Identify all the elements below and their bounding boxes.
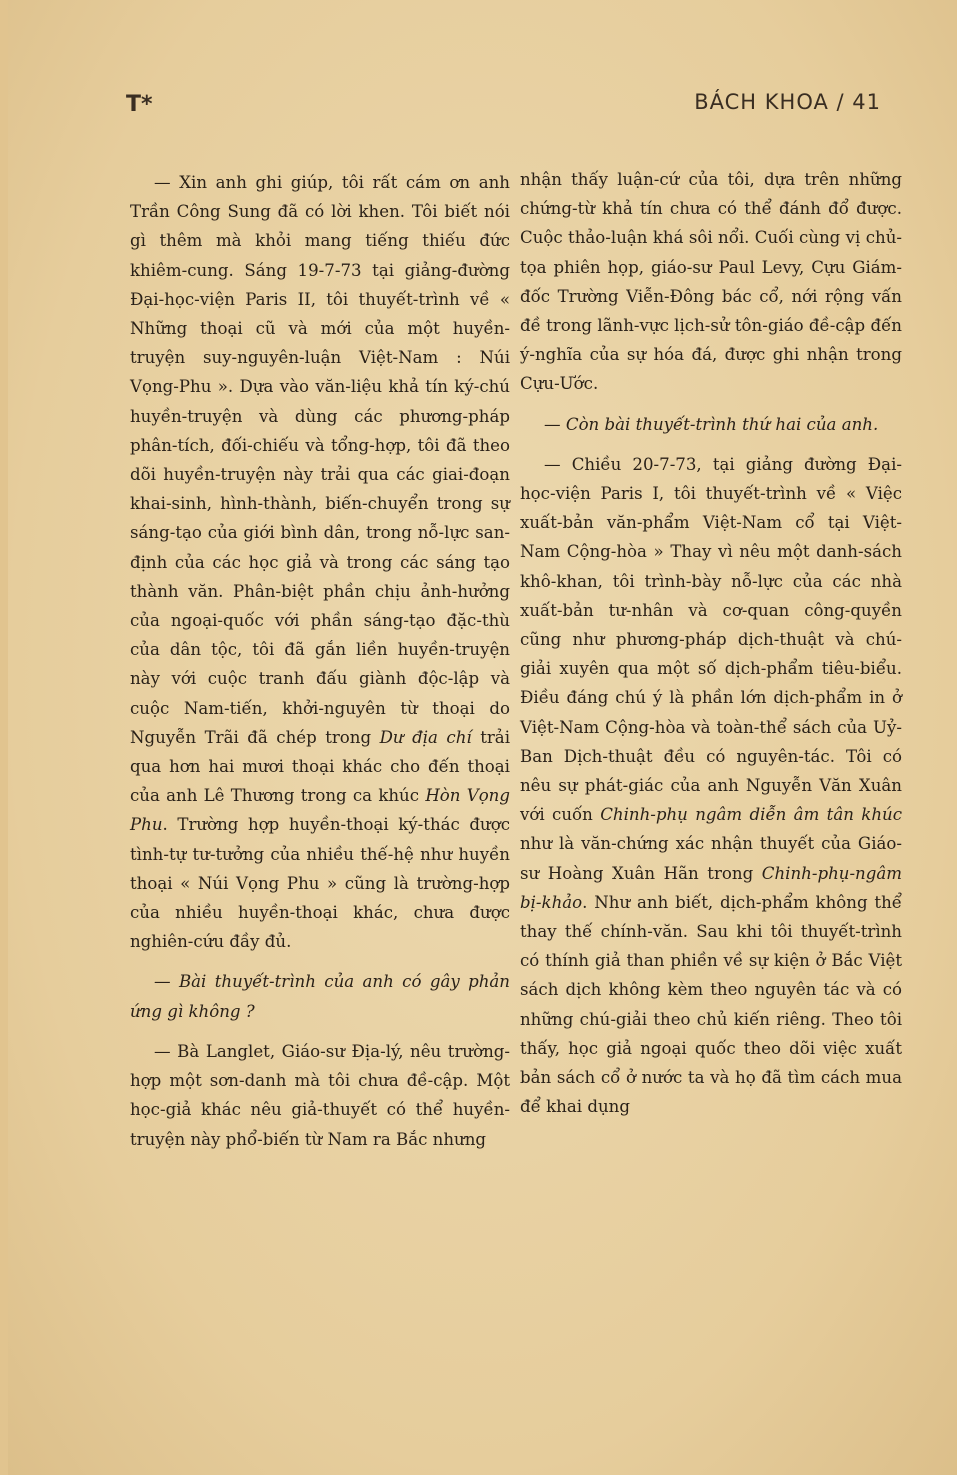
text-span: — Xin anh ghi giúp, tôi rất cám ơn anh Trần Công Sung đã có lời khen. Tôi biết nói gì thêm mà khỏi mang tiếng thiếu đức khiêm-cung. Sáng 19-7-73 tại giảng-đường Đại-học-viện Paris II, tôi thuyết-trình về « Những thoại cũ và mới của một huyền-truyện suy-nguyên-luận Việt-Nam : Núi Vọng-Phu ». Dựa vào văn-liệu khả tín ký-chú huyền-truyện và dùng các phương-pháp phân-tích, đối-chiếu và tổng-hợp, tôi đã theo dõi huyền-truyện này trải qua các giai-đoạn khai-sinh, hình-thành, biến-chuyển trong sự sáng-tạo của giới bình dân, trong nỗ-lực san-định của các học giả và trong các sáng tạo thành văn. Phân-biệt phần chịu ảnh-hưởng của ngoại-quốc với phần sáng-tạo đặc-thù của dân tộc, tôi đã gắn liền huyền-truyện này với cuộc tranh đấu giành độc-lập và cuộc Nam-tiến, khởi-nguyên từ thoại do Nguyễn Trãi đã chép trong [130, 173, 510, 747]
text-span: — Chiều 20-7-73, tại giảng đường Đại-học-viện Paris I, tôi thuyết-trình về « Việc xuất-bản văn-phẩm Việt-Nam cổ tại Việt-Nam Cộng-hòa » Thay vì nêu một danh-sách khô-khan, tôi trình-bày nỗ-lực của các nhà xuất-bản tư-nhân và cơ-quan công-quyền cũng như phương-pháp dịch-thuật và chú-giải xuyên qua một số dịch-phẩm tiêu-biểu. Điều đáng chú ý là phần lớn dịch-phẩm in ở Việt-Nam Cộng-hòa và toàn-thể sách của Uỷ-Ban Dịch-thuật đều có nguyên-tác. Tôi có nêu sự phát-giác của anh Nguyễn Văn Xuân với cuốn [520, 454, 902, 825]
question-2: — Bài thuyết-trình của anh có gây phản ứng gì không ? [130, 972, 510, 1021]
corner-mark: T* [126, 92, 153, 117]
paragraph-answer-2: — Bà Langlet, Giáo-sư Địa-lý, nêu trường-hợp một sơn-danh mà tôi chưa đề-cập. Một học-giả khác nêu giả-thuyết có thể huyền-truyện này phổ-biến từ Nam ra Bắc nhưng [130, 1041, 510, 1149]
paragraph-answer-1 [130, 168, 510, 956]
question-3: — Còn bài thuyết-trình thứ hai của anh. [544, 414, 879, 434]
right-column [520, 165, 902, 1133]
running-head: BÁCH KHOA / 41 [694, 90, 881, 114]
text-span: trải qua hơn hai mươi thoại khác cho đến thoại của anh Lê Thương trong ca khúc [130, 727, 511, 806]
italic-title: Hòn Vọng Phu [130, 786, 510, 835]
paragraph-answer-3 [520, 450, 902, 1122]
text-span: . Như anh biết, dịch-phẩm không thể thay thế chính-văn. Sau khi tôi thuyết-trình có thính giả than phiền về sự kiện ở Bắc Việt sách dịch không kèm theo nguyên tác và có những chú-giải theo chủ kiến riêng. Theo tôi thấy, học giả ngoại quốc theo dõi việc xuất bản sách cổ ở nước ta và họ đã tìm cách mua để khai dụng [520, 892, 902, 1117]
italic-title: Dư địa chí [379, 727, 472, 747]
italic-title: Chinh-phụ ngâm diễn âm tân khúc [600, 805, 902, 825]
italic-title: Chinh-phụ-ngâm bị-khảo [520, 863, 902, 912]
left-column [130, 168, 510, 1165]
paragraph-continuation: nhận thấy luận-cứ của tôi, dựa trên những chứng-từ khả tín chưa có thể đánh đổ được. Cuộc thảo-luận khá sôi nổi. Cuối cùng vị chủ-tọa phiên họp, giáo-sư Paul Levy, Cựu Giám-đốc Trường Viễn-Đông bác cổ, nới rộng vấn đề trong lãnh-vực lịch-sử tôn-giáo đề-cập đến ý-nghĩa của sự hóa đá, được ghi nhận trong Cựu-Ước. [520, 170, 902, 394]
text-span: như là văn-chứng xác nhận thuyết của Giáo-sư Hoàng Xuân Hãn trong [520, 834, 902, 883]
text-span: . Trường hợp huyền-thoại ký-thác được tình-tự tư-tưởng của nhiều thế-hệ như huyền thoại « Núi Vọng Phu » cũng là trường-hợp của nhiều huyền-thoại khác, chưa được nghiên-cứu đầy đủ. [130, 815, 510, 952]
